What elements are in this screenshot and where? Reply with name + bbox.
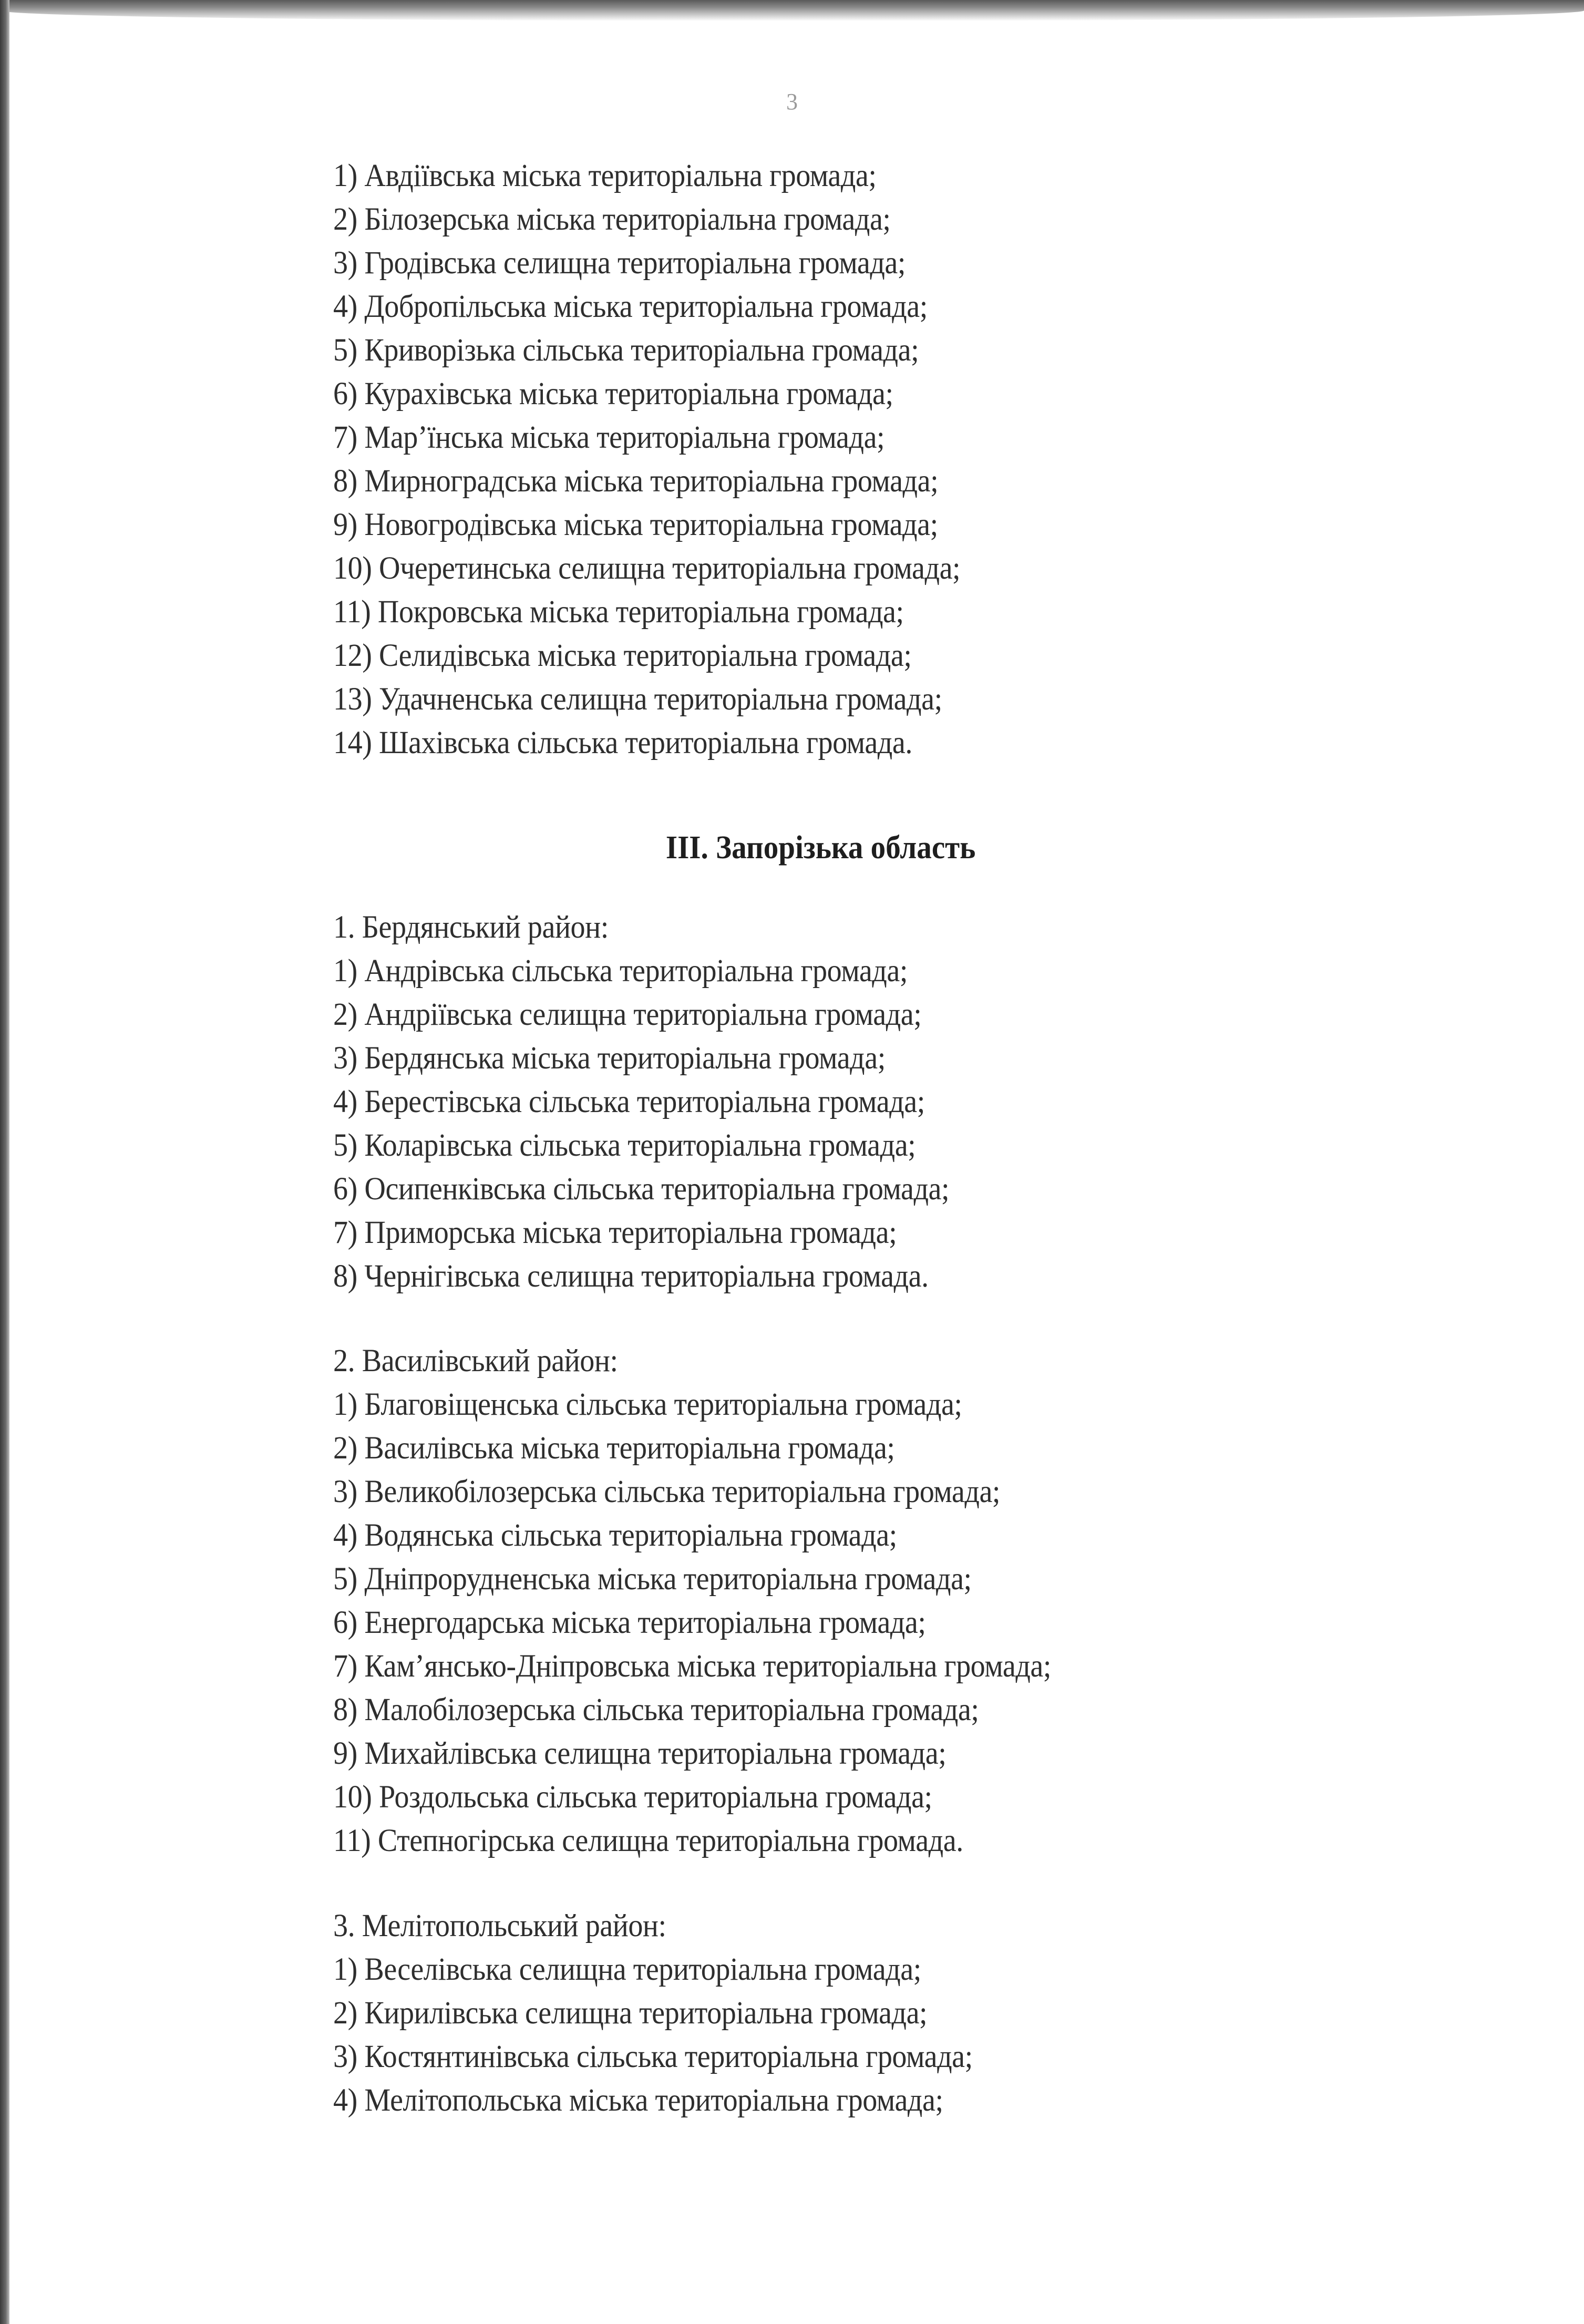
list-item: 11) Покровська міська територіальна громада; [333,594,904,630]
list-item: 7) Приморська міська територіальна громада; [333,1215,897,1250]
list-item: 12) Селидівська міська територіальна громада; [333,638,912,673]
list-item: 2) Білозерська міська територіальна громада; [333,202,891,237]
list-item: 7) Кам’янсько-Дніпровська міська територіальна громада; [333,1649,1052,1684]
list-item: 14) Шахівська сільська територіальна громада. [333,725,912,760]
list-item: 7) Мар’їнська міська територіальна громада; [333,420,885,455]
list-item: 5) Дніпрорудненська міська територіальна громада; [333,1561,972,1597]
list-item: 10) Очеретинська селищна територіальна громада; [333,551,961,586]
list-item: 3) Гродівська селищна територіальна громада; [333,245,906,281]
list-item: 3) Костянтинівська сільська територіальна громада; [333,2039,973,2074]
list-item: 3) Бердянська міська територіальна громада; [333,1041,886,1076]
list-item: 4) Водянська сільська територіальна громада; [333,1518,897,1553]
list-item: 2) Василівська міська територіальна громада; [333,1431,895,1466]
list-item: 2) Кирилівська селищна територіальна громада; [333,1996,928,2031]
list-item: 1) Благовіщенська сільська територіальна громада; [333,1387,962,1422]
list-item: 5) Коларівська сільська територіальна громада; [333,1128,916,1163]
list-item: 1) Андрівська сільська територіальна громада; [333,953,908,989]
district-title: 2. Василівський район: [333,1343,618,1379]
list-item: 5) Криворізька сільська територіальна громада; [333,333,919,368]
list-item: 9) Михайлівська селищна територіальна громада; [333,1736,947,1771]
list-item: 8) Мирноградська міська територіальна громада; [333,464,939,499]
list-item: 3) Великобілозерська сільська територіальна громада; [333,1474,1001,1509]
list-item: 13) Удачненська селищна територіальна громада; [333,682,942,717]
list-item: 10) Роздольська сільська територіальна громада; [333,1780,932,1815]
section-heading: ІІІ. Запорізька область [665,830,976,866]
list-item: 8) Малобілозерська сільська територіальна громада; [333,1692,979,1727]
page-number: 3 [786,89,798,115]
district-title: 3. Мелітопольський район: [333,1908,666,1943]
list-item: 1) Веселівська селищна територіальна громада; [333,1952,921,1987]
list-item: 4) Мелітопольська міська територіальна громада; [333,2083,943,2118]
scan-left-edge [0,0,9,2324]
district-title: 1. Бердянський район: [333,910,609,945]
list-item: 6) Курахівська міська територіальна громада; [333,376,893,412]
list-item: 1) Авдіївська міська територіальна громада; [333,158,877,193]
list-item: 6) Енергодарська міська територіальна громада; [333,1605,926,1640]
list-item: 9) Новогродівська міська територіальна громада; [333,507,938,542]
list-item: 6) Осипенківська сільська територіальна громада; [333,1171,950,1207]
list-item: 8) Чернігівська селищна територіальна громада. [333,1259,929,1294]
list-item: 4) Добропільська міська територіальна громада; [333,289,928,324]
list-item: 11) Степногірська селищна територіальна громада. [333,1823,963,1858]
list-item: 2) Андріївська селищна територіальна громада; [333,997,922,1032]
list-item: 4) Берестівська сільська територіальна громада; [333,1084,925,1119]
scan-top-shadow [0,0,1584,21]
